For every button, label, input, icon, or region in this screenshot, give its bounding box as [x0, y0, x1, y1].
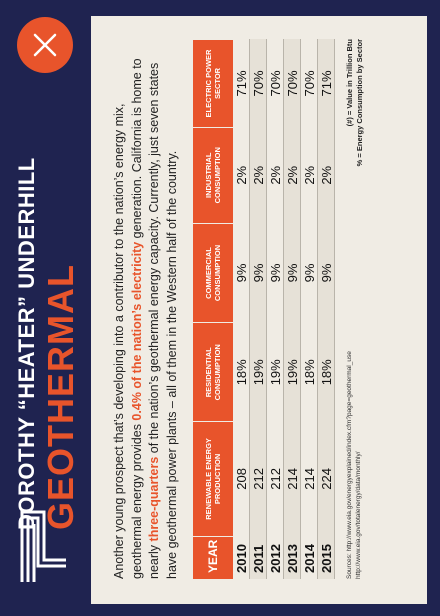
- cell-year: 2014: [301, 536, 318, 579]
- cell-residential: 18%: [301, 323, 318, 422]
- cell-electric: 70%: [267, 40, 284, 128]
- sidebar-heading: [10, 110, 80, 530]
- cell-electric: 71%: [233, 40, 250, 128]
- cell-electric: 70%: [250, 40, 267, 128]
- cell-commercial: 9%: [318, 223, 335, 323]
- cell-production: 224: [318, 422, 335, 537]
- cell-production: 208: [233, 422, 250, 537]
- cell-year: 2015: [318, 536, 335, 579]
- cell-industrial: 2%: [267, 127, 284, 223]
- table-row: [301, 40, 318, 580]
- cell-production: 212: [267, 422, 284, 537]
- cell-year: 2012: [267, 536, 284, 579]
- cell-year: 2013: [284, 536, 301, 579]
- cell-residential: 18%: [233, 323, 250, 422]
- close-icon: [17, 17, 73, 73]
- para-text-b: generation. California is home to nearly: [129, 58, 161, 579]
- cell-year: 2011: [250, 536, 267, 579]
- description-paragraph: [111, 39, 181, 579]
- cell-residential: 19%: [267, 323, 284, 422]
- legend-line-2: % = Energy Consumption by Sector: [355, 39, 364, 167]
- content-panel: [91, 16, 427, 604]
- cell-commercial: 9%: [284, 223, 301, 323]
- highlight-electricity: 0.4% of the nation’s electricity: [129, 241, 144, 421]
- sources-line-2: http://www.eia.gov/totalenergy/data/monthly/: [355, 451, 362, 579]
- cell-year: 2010: [233, 536, 250, 579]
- cell-electric: 71%: [318, 40, 335, 128]
- cell-production: 214: [284, 422, 301, 537]
- table-row: [233, 40, 250, 580]
- close-button[interactable]: [17, 17, 73, 73]
- legend-line-1: (#) = Value in Trillion Btu: [345, 39, 354, 127]
- cell-production: 212: [250, 422, 267, 537]
- para-text-a: Another young prospect that’s developing into a contributor to the nation’s energy mix, geothermal energy provides: [112, 103, 144, 579]
- header-residential: RESIDENTIAL CONSUMPTION: [193, 323, 233, 422]
- cell-production: 214: [301, 422, 318, 537]
- para-text-c: of the nation’s geothermal energy capacity. Currently, just seven states have geothermal power plants – all of them in the Western half of the country.: [147, 62, 179, 579]
- table-header-row: [193, 40, 233, 580]
- cell-residential: 19%: [284, 323, 301, 422]
- cell-residential: 18%: [318, 323, 335, 422]
- header-renewable-production: RENEWABLE ENERGY PRODUCTION: [193, 422, 233, 537]
- stats-table: [193, 39, 335, 579]
- header-electric-power: ELECTRIC POWER SECTOR: [193, 40, 233, 128]
- table-row: [267, 40, 284, 580]
- header-industrial: INDUSTRIAL CONSUMPTION: [193, 127, 233, 223]
- sources-line-1: Sources: http://www.eia.gov/energyexplained/index.cfm?page=geothermal_use: [346, 351, 353, 579]
- cell-commercial: 9%: [267, 223, 284, 323]
- cell-commercial: 9%: [301, 223, 318, 323]
- table-row: [250, 40, 267, 580]
- cell-industrial: 2%: [284, 127, 301, 223]
- cell-electric: 70%: [301, 40, 318, 128]
- cell-commercial: 9%: [250, 223, 267, 323]
- table-row: [318, 40, 335, 580]
- cell-electric: 70%: [284, 40, 301, 128]
- cell-residential: 19%: [250, 323, 267, 422]
- player-name: DOROTHY “HEATER” UNDERHILL: [14, 157, 39, 530]
- header-commercial: COMMERCIAL CONSUMPTION: [193, 223, 233, 323]
- geothermal-logo-icon: [14, 500, 74, 590]
- energy-type-title: GEOTHERMAL: [40, 264, 81, 530]
- cell-industrial: 2%: [301, 127, 318, 223]
- cell-commercial: 9%: [233, 223, 250, 323]
- table-legend: [345, 39, 365, 249]
- cell-industrial: 2%: [250, 127, 267, 223]
- sources-note: [345, 259, 363, 579]
- cell-industrial: 2%: [233, 127, 250, 223]
- rotated-content: [101, 29, 417, 589]
- highlight-three-quarters: three-quarters: [147, 456, 161, 542]
- header-year: YEAR: [193, 536, 233, 579]
- cell-industrial: 2%: [318, 127, 335, 223]
- table-row: [284, 40, 301, 580]
